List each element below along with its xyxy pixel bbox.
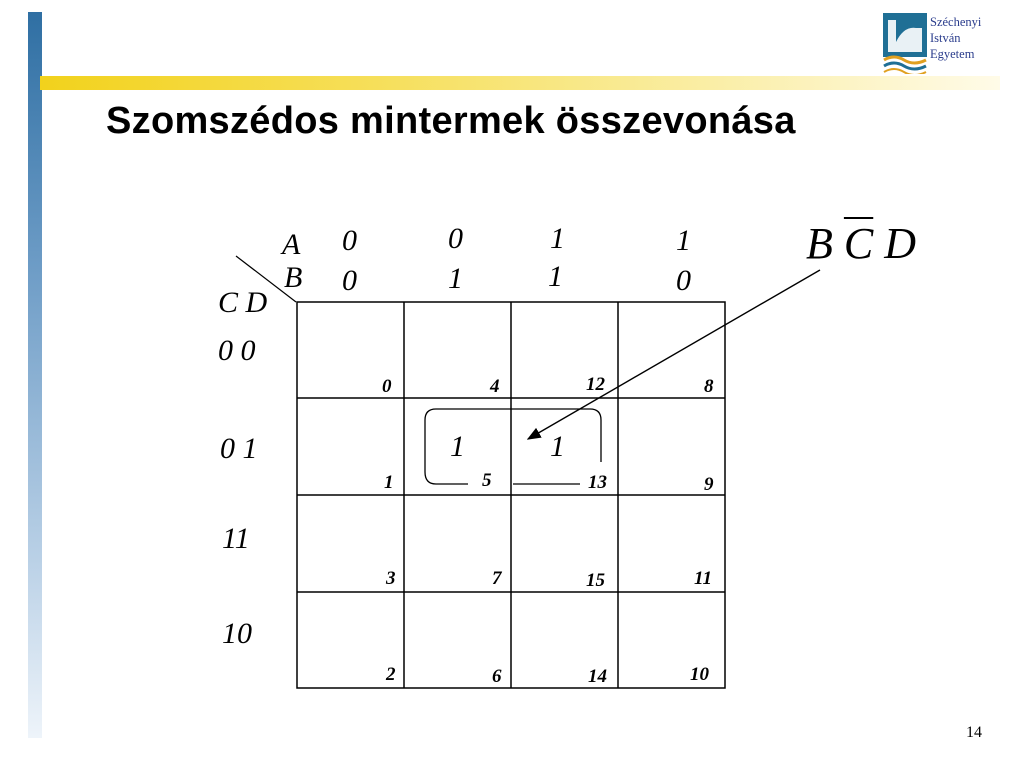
row-header: 0 0 — [218, 334, 256, 367]
logo-line-2: István — [930, 31, 961, 45]
cell-index: 15 — [586, 570, 605, 591]
column-header-a: 1 — [676, 224, 691, 257]
kmap-grid — [297, 302, 725, 688]
cell-index: 3 — [386, 568, 396, 589]
corner-label-a: A — [282, 228, 301, 261]
expression-term-d: D — [884, 219, 917, 268]
column-header-b: 1 — [448, 262, 463, 295]
expression-term-c-negated: $\overline{C}$ — [843, 219, 874, 268]
cell-value-one: 1 — [550, 430, 565, 463]
column-header-a: 1 — [550, 222, 565, 255]
cell-index: 5 — [482, 470, 492, 491]
logo-line-3: Egyetem — [930, 47, 975, 61]
row-header: 10 — [222, 617, 252, 650]
boolean-expression — [806, 218, 916, 269]
column-header-a: 0 — [448, 222, 463, 255]
cell-index: 11 — [694, 568, 712, 589]
cell-index: 6 — [492, 666, 502, 687]
cell-index: 0 — [382, 376, 392, 397]
column-header-b: 1 — [548, 260, 563, 293]
page-number: 14 — [966, 724, 982, 741]
cell-index: 14 — [588, 666, 607, 687]
row-header: 0 1 — [220, 432, 258, 465]
cell-index: 8 — [704, 376, 714, 397]
column-header-a: 0 — [342, 224, 357, 257]
corner-label-cd: C D — [218, 286, 268, 319]
row-header: 11 — [222, 522, 250, 555]
cell-index: 2 — [386, 664, 396, 685]
cell-index: 9 — [704, 474, 714, 495]
pointer-arrow — [528, 270, 820, 439]
column-header-b: 0 — [342, 264, 357, 297]
cell-index: 10 — [690, 664, 709, 685]
slide-title: Szomszédos mintermek összevonása — [106, 100, 796, 142]
cell-index: 4 — [490, 376, 500, 397]
cell-value-one: 1 — [450, 430, 465, 463]
column-header-b: 0 — [676, 264, 691, 297]
cell-index: 7 — [492, 568, 502, 589]
cell-index: 1 — [384, 472, 394, 493]
logo-line-1: Széchenyi — [930, 15, 982, 29]
corner-label-b: B — [284, 261, 303, 294]
expression-term-b: B — [806, 219, 833, 268]
cell-index: 13 — [588, 472, 607, 493]
cell-index: 12 — [586, 374, 605, 395]
